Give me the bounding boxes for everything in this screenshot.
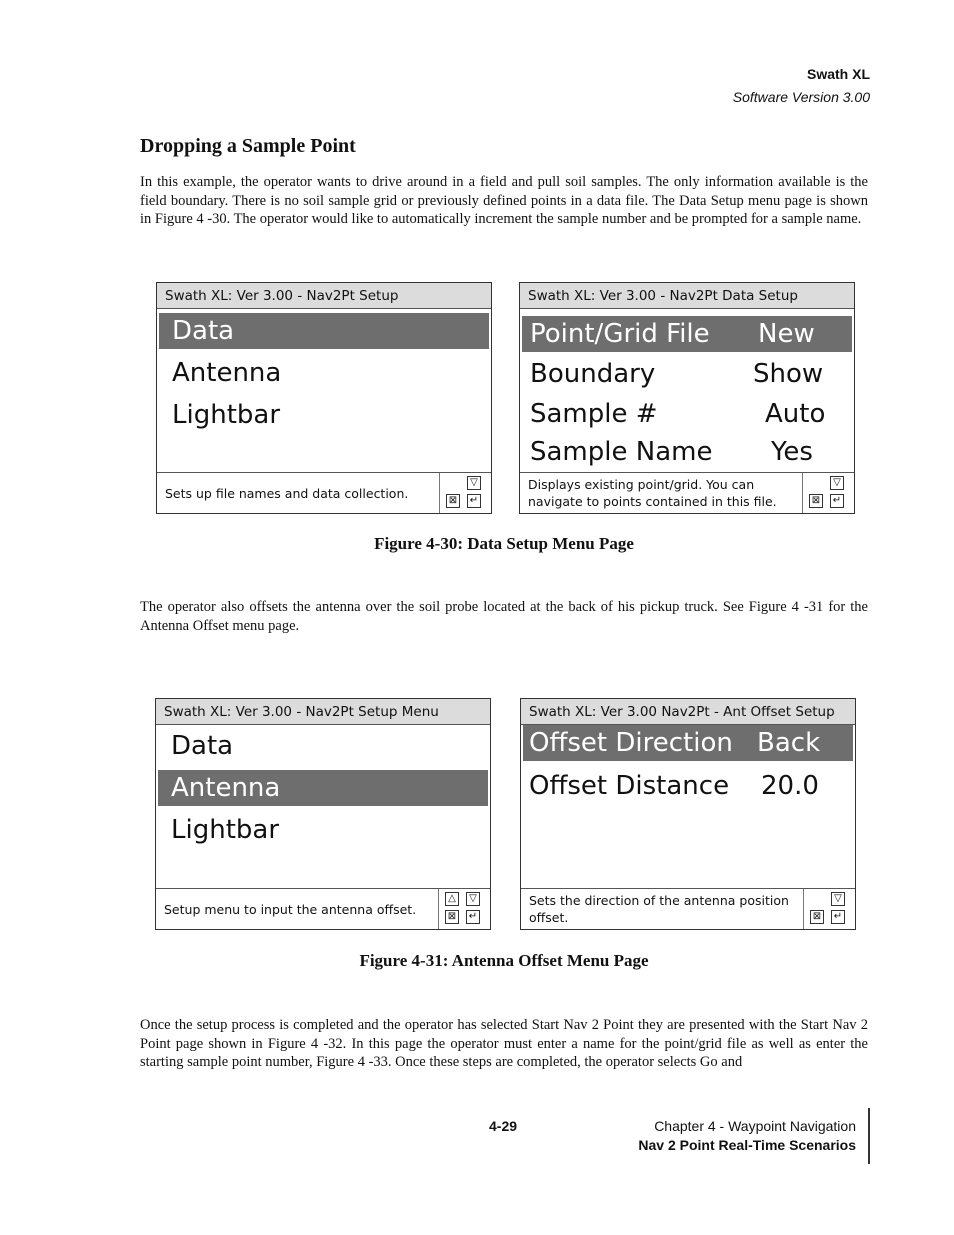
down-arrow-icon[interactable]: ▽: [467, 476, 481, 490]
menu-item-label: Antenna: [171, 773, 281, 803]
down-arrow-icon[interactable]: ▽: [466, 892, 480, 906]
menu-item-value: New: [758, 319, 815, 349]
down-arrow-icon[interactable]: ▽: [831, 892, 845, 906]
screen-title: Swath XL: Ver 3.00 - Nav2Pt Setup: [157, 283, 491, 309]
menu-item-label: Data: [172, 316, 235, 346]
enter-icon[interactable]: ↵: [467, 494, 481, 508]
menu-item-value: Yes: [771, 437, 813, 467]
menu-item-point-grid-file[interactable]: [522, 316, 852, 352]
softkey-icons: [439, 473, 491, 513]
screen-title: Swath XL: Ver 3.00 - Nav2Pt Setup Menu: [156, 699, 490, 725]
menu-item-value: Back: [757, 728, 821, 758]
menu-item-label: Antenna: [172, 358, 282, 388]
enter-icon[interactable]: ↵: [831, 910, 845, 924]
help-text: Sets up file names and data collection.: [165, 485, 409, 501]
screen-footer: [156, 888, 490, 929]
menu-item-label: Data: [171, 731, 234, 761]
help-text: Setup menu to input the antenna offset.: [164, 901, 417, 917]
menu-item-value: Show: [753, 359, 824, 389]
figure-caption-4-30: Figure 4-30: Data Setup Menu Page: [374, 534, 634, 553]
screen-data-setup: [519, 282, 855, 514]
footer-divider: [868, 1108, 870, 1164]
screen-nav2pt-setup-menu: [155, 698, 491, 930]
menu-item-data[interactable]: [158, 728, 488, 764]
enter-icon[interactable]: ↵: [466, 910, 480, 924]
page-number: 4-29: [489, 1118, 518, 1134]
cancel-x-icon[interactable]: ⊠: [445, 910, 459, 924]
menu-item-data[interactable]: [159, 313, 489, 349]
help-text: Displays existing point/grid. You can navigate to points contained in this file.: [528, 477, 777, 509]
up-arrow-icon[interactable]: △: [445, 892, 459, 906]
header-version: Software Version 3.00: [732, 89, 870, 105]
paragraph-intro: In this example, the operator wants to drive around in a field and pull soil samples. The only information available is the field boundary. There is no soil sample grid or previously defined points in a data file. The Data Setup menu page is shown in Figure 4 -30. The operator would like to automatically increment the sample number and be prompted for a sample name.: [140, 174, 868, 227]
cancel-x-icon[interactable]: ⊠: [809, 494, 823, 508]
menu-item-label: Sample Name: [530, 437, 713, 467]
softkey-icons: [802, 473, 854, 513]
figure-caption-4-31: Figure 4-31: Antenna Offset Menu Page: [359, 951, 649, 970]
menu-item-boundary[interactable]: [522, 356, 852, 392]
screen-footer: [520, 472, 854, 513]
screen-title: Swath XL: Ver 3.00 Nav2Pt - Ant Offset Setup: [521, 699, 855, 725]
footer-chapter: Chapter 4 - Waypoint Navigation: [654, 1118, 856, 1134]
screen-title: Swath XL: Ver 3.00 - Nav2Pt Data Setup: [520, 283, 854, 309]
footer-section: Nav 2 Point Real-Time Scenarios: [638, 1137, 856, 1153]
menu-item-value: Auto: [765, 399, 826, 429]
menu-item-label: Offset Distance: [529, 771, 730, 801]
screen-footer: [157, 472, 491, 513]
section-title: Dropping a Sample Point: [140, 135, 356, 157]
menu-item-lightbar[interactable]: [159, 397, 489, 433]
menu-item-offset-direction[interactable]: [523, 725, 853, 761]
menu-item-label: Offset Direction: [529, 728, 733, 758]
menu-item-antenna[interactable]: [159, 355, 489, 391]
menu-item-antenna[interactable]: [158, 770, 488, 806]
menu-item-lightbar[interactable]: [158, 812, 488, 848]
down-arrow-icon[interactable]: ▽: [830, 476, 844, 490]
screen-footer: [521, 888, 855, 929]
menu-item-label: Point/Grid File: [530, 319, 710, 349]
cancel-x-icon[interactable]: ⊠: [810, 910, 824, 924]
enter-icon[interactable]: ↵: [830, 494, 844, 508]
screen-nav2pt-setup: [156, 282, 492, 514]
header-product: Swath XL: [806, 66, 870, 82]
menu-item-sample-number[interactable]: [522, 396, 852, 432]
cancel-x-icon[interactable]: ⊠: [446, 494, 460, 508]
softkey-icons: [438, 889, 490, 929]
menu-item-value: 20.0: [761, 771, 819, 801]
screen-ant-offset-setup: [520, 698, 856, 930]
menu-item-sample-name[interactable]: [522, 434, 852, 470]
softkey-icons: [803, 889, 855, 929]
menu-item-offset-distance[interactable]: [523, 768, 853, 804]
paragraph-start-nav: Once the setup process is completed and the operator has selected Start Nav 2 Point they are presented with the Start Nav 2 Point page shown in Figure 4 -32. In this page the operator must enter a name for the point/grid file as well as enter the starting sample point number, Figure 4 -33. Once these steps are completed, the operator selects Go and: [140, 1017, 868, 1070]
menu-item-label: Lightbar: [172, 400, 281, 430]
menu-item-label: Sample #: [530, 399, 658, 429]
help-text: Sets the direction of the antenna position offset.: [529, 893, 789, 925]
paragraph-antenna: The operator also offsets the antenna over the soil probe located at the back of his pickup truck. See Figure 4 -31 for the Antenna Offset menu page.: [140, 599, 868, 634]
menu-item-label: Lightbar: [171, 815, 280, 845]
menu-item-label: Boundary: [530, 359, 656, 389]
